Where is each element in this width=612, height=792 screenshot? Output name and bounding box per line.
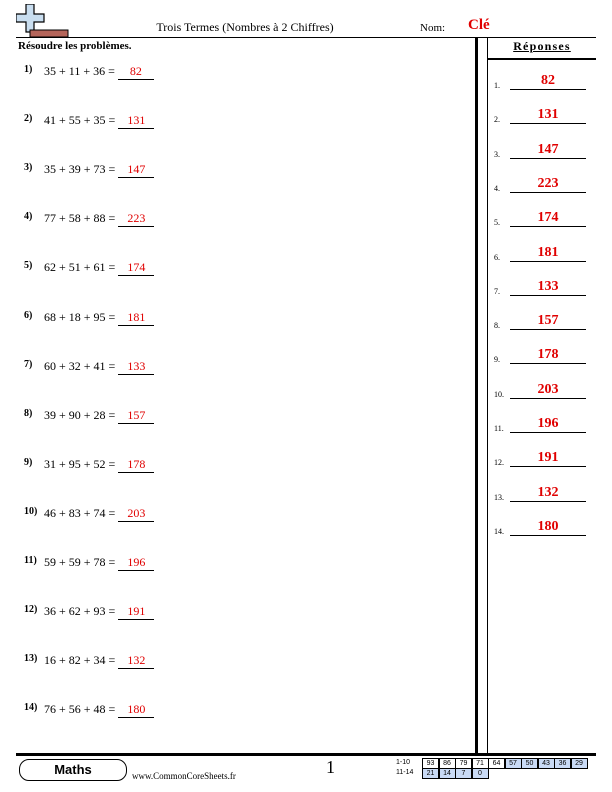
problem-number: 9): [24, 456, 33, 468]
problem-answer[interactable]: 133: [118, 359, 154, 375]
problem-answer[interactable]: 147: [118, 162, 154, 178]
problem-expression: 76 + 56 + 48 =: [44, 702, 116, 717]
column-divider-thin: [487, 37, 488, 753]
answer-key-value: 157: [510, 313, 586, 330]
answer-key-number: 11.: [494, 424, 504, 433]
answer-key-number: 14.: [494, 526, 504, 536]
score-row: [396, 758, 587, 768]
answer-key-number: 9.: [494, 355, 500, 365]
problem-expression: 62 + 51 + 61 =: [44, 260, 116, 275]
problem-number: 1): [24, 64, 33, 75]
problem-expression: 36 + 62 + 93 =: [44, 604, 116, 619]
answer-key-heading: Réponses: [513, 39, 571, 53]
problem-number: 12): [24, 604, 38, 616]
problem-answer[interactable]: 196: [118, 555, 154, 571]
answer-key-number: 4.: [494, 183, 500, 193]
problem-expression: 16 + 82 + 34 =: [44, 653, 116, 668]
problem-expression: 60 + 32 + 41 =: [44, 358, 116, 373]
answer-key-value: 131: [510, 107, 586, 124]
answer-key-number: 1.: [494, 81, 500, 90]
answer-key-value: 132: [510, 485, 586, 502]
header-rule: [16, 37, 596, 38]
answer-key-value: 82: [510, 73, 586, 90]
problem-row: [24, 653, 154, 673]
page-number: 1: [326, 757, 335, 777]
problem-row: [24, 555, 154, 575]
answer-key-item: [494, 106, 594, 126]
problem-number: 7): [24, 358, 33, 370]
name-value: Clé: [468, 17, 490, 33]
problem-expression: 35 + 11 + 36 =: [44, 64, 115, 78]
score-cell: 36: [554, 758, 571, 769]
problem-expression: 77 + 58 + 88 =: [44, 211, 116, 226]
problem-number: 14): [24, 702, 38, 714]
problem-answer[interactable]: 178: [118, 457, 154, 473]
score-row-label: 11-14: [396, 769, 414, 776]
answer-key-item: [494, 312, 594, 332]
answer-key-number: 8.: [494, 321, 500, 331]
answer-key-item: [494, 381, 594, 401]
problem-answer[interactable]: 203: [118, 506, 154, 522]
problem-number: 6): [24, 309, 33, 321]
problem-row: [24, 260, 154, 280]
score-cell: 43: [538, 758, 555, 769]
subject-badge: Maths: [19, 759, 127, 781]
problem-expression: 59 + 59 + 78 =: [44, 555, 116, 569]
answer-key-value: 196: [510, 416, 586, 433]
score-row: [396, 768, 587, 778]
answer-key-item: [494, 518, 594, 538]
score-cell: 64: [488, 758, 505, 769]
score-cell: 57: [505, 758, 522, 769]
problem-expression: 31 + 95 + 52 =: [44, 456, 116, 471]
answer-key-item: [494, 278, 594, 298]
problem-number: 8): [24, 407, 33, 419]
answer-key-value: 191: [510, 450, 586, 467]
problem-row: [24, 457, 154, 477]
answer-key-item: [494, 415, 594, 435]
instructions: Résoudre les problèmes.: [18, 40, 132, 52]
problem-row: [24, 211, 154, 231]
answer-key-value: 180: [510, 519, 586, 536]
answer-key-item: [494, 244, 594, 264]
score-cell: 86: [439, 758, 456, 769]
problem-row: [24, 604, 154, 624]
answer-key-number: 13.: [494, 492, 504, 502]
problem-answer[interactable]: 157: [118, 408, 154, 424]
problem-number: 3): [24, 162, 33, 174]
problem-answer[interactable]: 82: [118, 64, 154, 80]
score-table: [396, 758, 587, 778]
answer-key-item: [494, 484, 594, 504]
answer-key-value: 181: [510, 245, 586, 262]
answer-key-item: [494, 175, 594, 195]
problem-answer[interactable]: 191: [118, 604, 154, 620]
problem-answer[interactable]: 181: [118, 310, 154, 326]
problem-row: [24, 310, 154, 330]
score-cell: 71: [472, 758, 489, 769]
answer-key-value: 174: [510, 210, 586, 227]
answer-key-value: 133: [510, 279, 586, 296]
name-label: Nom:: [420, 22, 446, 34]
problem-row: [24, 702, 154, 722]
footer-rule: [16, 753, 596, 756]
problem-expression: 68 + 18 + 95 =: [44, 309, 116, 324]
answer-key-item: [494, 346, 594, 366]
problem-expression: 46 + 83 + 74 =: [44, 505, 116, 520]
answer-key-number: 12.: [494, 458, 504, 468]
answer-key-item: [494, 449, 594, 469]
problem-answer[interactable]: 180: [118, 702, 154, 718]
website-link[interactable]: www.CommonCoreSheets.fr: [132, 771, 236, 781]
problem-number: 2): [24, 113, 33, 125]
column-divider: [475, 37, 478, 753]
problem-row: [24, 408, 154, 428]
problem-row: [24, 506, 154, 526]
problem-number: 11): [24, 555, 37, 566]
answer-key-item: [494, 141, 594, 161]
score-cell: 0: [472, 768, 489, 779]
score-cell: 79: [455, 758, 472, 769]
answer-key-number: 10.: [494, 389, 504, 399]
problem-number: 13): [24, 653, 38, 665]
answer-key-number: 6.: [494, 252, 500, 262]
score-cell: 93: [422, 758, 439, 769]
problem-expression: 35 + 39 + 73 =: [44, 162, 116, 177]
problem-answer[interactable]: 131: [118, 113, 154, 129]
problem-expression: 39 + 90 + 28 =: [44, 407, 116, 422]
problem-number: 5): [24, 260, 33, 272]
worksheet-title: Trois Termes (Nombres à 2 Chiffres): [156, 20, 334, 34]
score-cell: 7: [455, 768, 472, 779]
score-cell: 21: [422, 768, 439, 779]
problem-number: 10): [24, 505, 38, 517]
answer-key-rule: [488, 58, 596, 60]
answer-key-value: 223: [510, 176, 586, 193]
problem-answer[interactable]: 174: [118, 260, 154, 276]
problem-number: 4): [24, 211, 33, 223]
answer-key-number: 2.: [494, 115, 500, 125]
problem-answer[interactable]: 132: [118, 653, 154, 669]
answer-key-item: [494, 72, 594, 92]
answer-key-number: 7.: [494, 286, 500, 296]
problem-row: [24, 64, 154, 84]
answer-key-value: 147: [510, 142, 586, 159]
problem-row: [24, 359, 154, 379]
score-row-label: 1-10: [396, 759, 411, 766]
answer-key-value: 203: [510, 382, 586, 399]
score-cell: 14: [439, 768, 456, 779]
problem-answer[interactable]: 223: [118, 211, 154, 227]
problem-row: [24, 113, 154, 133]
answer-key-item: [494, 209, 594, 229]
answer-key-number: 3.: [494, 149, 500, 159]
score-cell: 50: [521, 758, 538, 769]
problem-expression: 41 + 55 + 35 =: [44, 113, 116, 128]
score-cell: 29: [571, 758, 588, 769]
answer-key-value: 178: [510, 347, 586, 364]
problem-row: [24, 162, 154, 182]
answer-key-number: 5.: [494, 218, 500, 228]
